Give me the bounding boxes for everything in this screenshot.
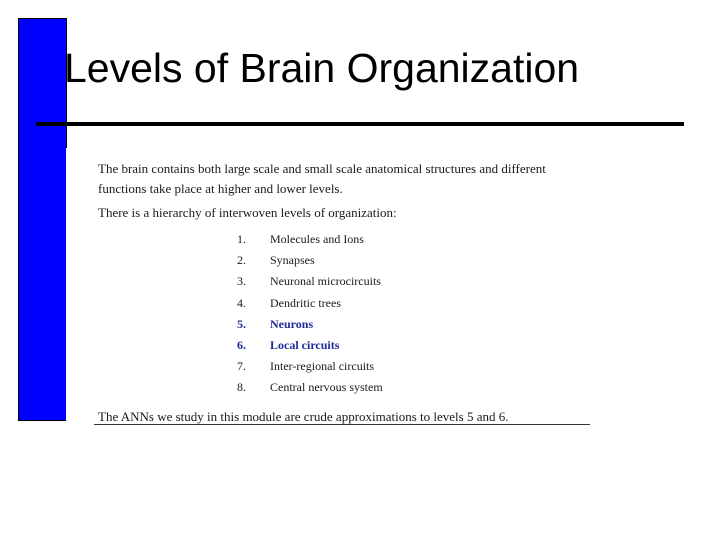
list-item-highlighted xyxy=(237,314,383,335)
list-item-number: 8. xyxy=(237,380,246,395)
list-item-label: Dendritic trees xyxy=(270,295,341,310)
intro-line-1: The brain contains both large scale and small scale anatomical structures and different xyxy=(98,161,546,176)
list-item-label: Central nervous system xyxy=(270,380,383,395)
hierarchy-intro: There is a hierarchy of interwoven levels of organization: xyxy=(98,205,397,220)
list-item-number: 4. xyxy=(237,295,246,310)
title-underline xyxy=(36,122,684,126)
intro-line-2: functions take place at higher and lower levels. xyxy=(98,181,343,196)
list-item xyxy=(237,377,383,398)
list-item xyxy=(237,356,383,377)
list-item-number: 1. xyxy=(237,232,246,246)
list-item-number: 7. xyxy=(237,359,246,374)
accent-bar xyxy=(18,18,67,421)
slide-title: Levels of Brain Organization xyxy=(64,45,580,91)
list-item-number: 3. xyxy=(237,274,246,289)
list-item xyxy=(237,250,383,271)
list-item xyxy=(237,271,383,292)
footnote: The ANNs we study in this module are crude approximations to levels 5 and 6. xyxy=(98,409,509,424)
intro-paragraph xyxy=(98,159,546,199)
list-item-label: Neuronal microcircuits xyxy=(270,274,381,289)
levels-list xyxy=(237,229,383,399)
content-image xyxy=(66,148,590,426)
list-item-number: 5. xyxy=(237,316,246,331)
list-item-label: Molecules and Ions xyxy=(270,232,364,246)
list-item-highlighted xyxy=(237,335,383,356)
list-item-label: Inter-regional circuits xyxy=(270,359,375,374)
list-item-label: Synapses xyxy=(270,253,315,268)
list-item xyxy=(237,293,383,314)
list-item-number: 2. xyxy=(237,253,246,268)
footnote-rule xyxy=(94,424,590,425)
list-item xyxy=(237,229,383,250)
list-item-label: Local circuits xyxy=(270,337,340,352)
list-item-label: Neurons xyxy=(270,316,314,331)
list-item-number: 6. xyxy=(237,337,246,352)
